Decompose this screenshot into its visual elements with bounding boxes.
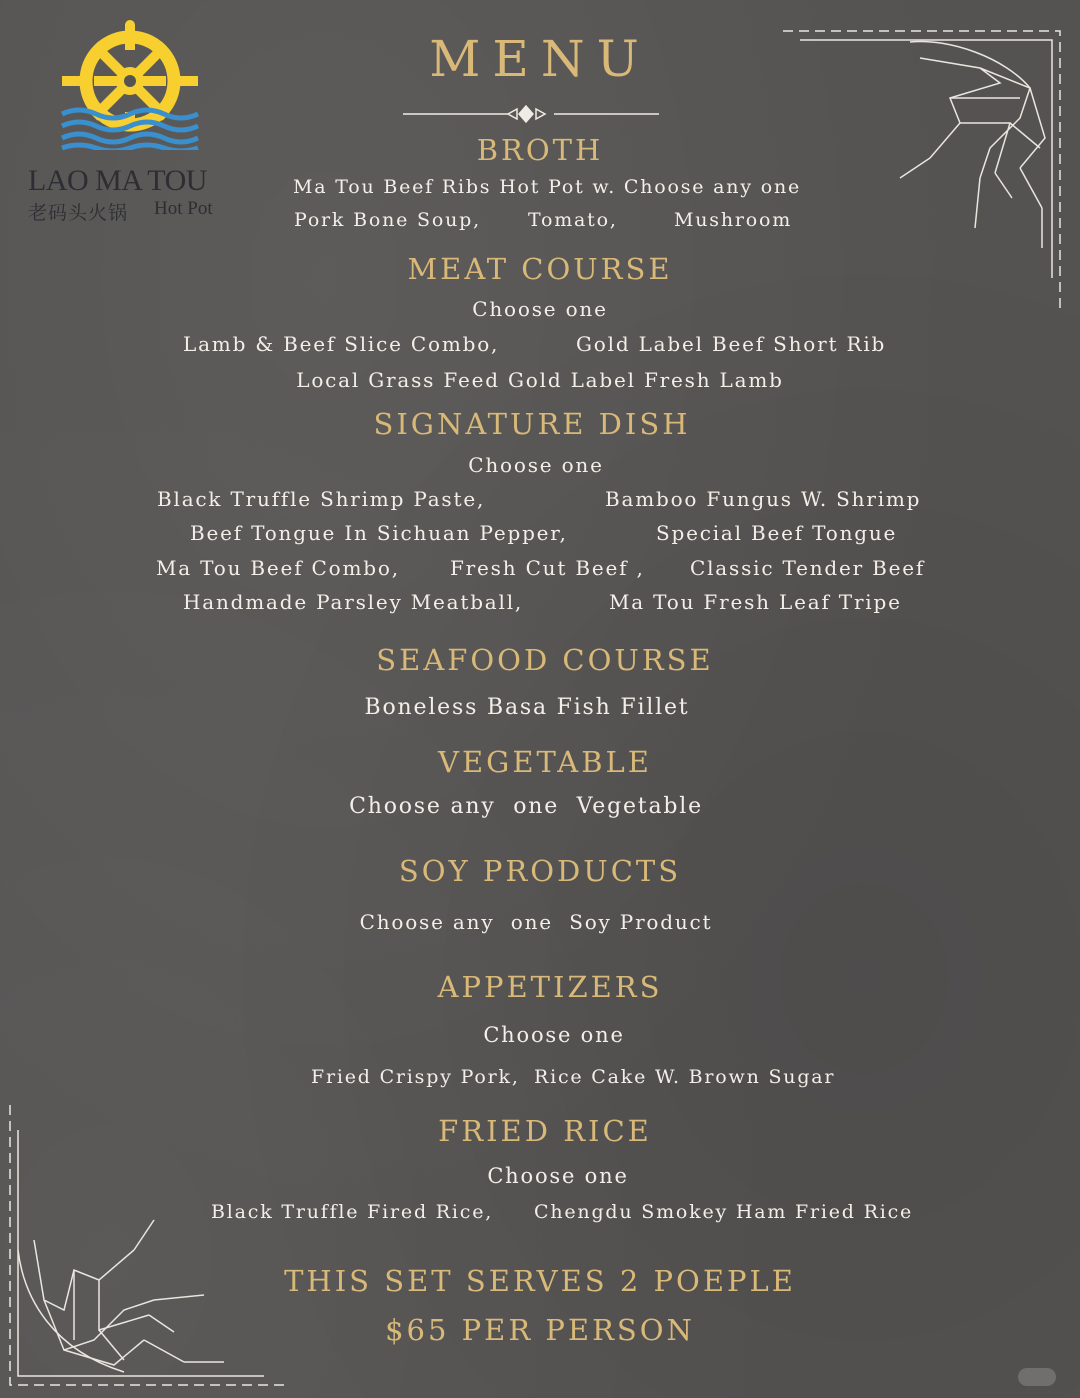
signature-item-fresh-cut-beef: Fresh Cut Beef ,: [450, 556, 645, 580]
signature-item-ma-tou-beef-combo: Ma Tou Beef Combo,: [156, 556, 400, 580]
appetizers-heading: APPETIZERS: [437, 970, 663, 1004]
soy-products-heading: SOY PRODUCTS: [398, 854, 682, 888]
broth-option-mushroom: Mushroom: [674, 209, 793, 231]
logo-hot-pot: Hot Pot: [154, 198, 213, 219]
soy-item: Choose any one Soy Product: [359, 910, 713, 934]
title-divider-ornament: [403, 104, 659, 124]
logo-name: LAO MA TOU: [28, 164, 207, 197]
signature-choose-label: Choose one: [468, 453, 604, 477]
fried-rice-item-black-truffle: Black Truffle Fired Rice,: [211, 1201, 494, 1223]
signature-item-bamboo-fungus: Bamboo Fungus W. Shrimp: [605, 487, 922, 511]
logo-chinese-name: 老码头火锅: [28, 203, 129, 224]
fried-rice-heading: FRIED RICE: [438, 1114, 652, 1148]
appetizer-item-crispy-pork: Fried Crispy Pork,: [311, 1066, 520, 1088]
fried-rice-choose-label: Choose one: [487, 1164, 629, 1188]
price-per-person: $65 PER PERSON: [385, 1313, 695, 1347]
signature-item-classic-tender-beef: Classic Tender Beef: [690, 556, 926, 580]
meat-course-heading: MEAT COURSE: [407, 252, 673, 286]
meat-item-fresh-lamb: Local Grass Feed Gold Label Fresh Lamb: [296, 368, 784, 392]
meat-item-beef-short-rib: Gold Label Beef Short Rib: [576, 332, 887, 356]
signature-item-parsley-meatball: Handmade Parsley Meatball,: [183, 590, 524, 614]
serves-note: THIS SET SERVES 2 POEPLE: [284, 1264, 796, 1298]
signature-item-special-beef-tongue: Special Beef Tongue: [656, 521, 898, 545]
vegetable-heading: VEGETABLE: [438, 745, 652, 779]
broth-heading: BROTH: [476, 133, 604, 167]
broth-option-pork-bone: Pork Bone Soup,: [294, 209, 481, 231]
signature-item-truffle-shrimp: Black Truffle Shrimp Paste,: [157, 487, 486, 511]
seafood-course-heading: SEAFOOD COURSE: [376, 643, 714, 677]
logo-subtitle: [28, 198, 238, 225]
menu-title: MENU: [429, 30, 651, 88]
appetizers-choose-label: Choose one: [483, 1023, 625, 1047]
broth-option-tomato: Tomato,: [528, 209, 618, 231]
fried-rice-item-chengdu-ham: Chengdu Smokey Ham Fried Rice: [534, 1201, 914, 1223]
vegetable-item: Choose any one Vegetable: [349, 794, 703, 819]
watermark-badge: [1018, 1368, 1056, 1386]
signature-item-beef-tongue-sichuan: Beef Tongue In Sichuan Pepper,: [190, 521, 568, 545]
meat-choose-label: Choose one: [472, 297, 608, 321]
appetizer-item-rice-cake: Rice Cake W. Brown Sugar: [534, 1066, 836, 1088]
meat-item-lamb-beef-combo: Lamb & Beef Slice Combo,: [183, 332, 500, 356]
signature-dish-heading: SIGNATURE DISH: [373, 407, 691, 441]
signature-item-leaf-tripe: Ma Tou Fresh Leaf Tripe: [609, 590, 902, 614]
seafood-item-basa-fillet: Boneless Basa Fish Fillet: [364, 695, 690, 720]
broth-description: Ma Tou Beef Ribs Hot Pot w. Choose any one: [293, 176, 802, 198]
